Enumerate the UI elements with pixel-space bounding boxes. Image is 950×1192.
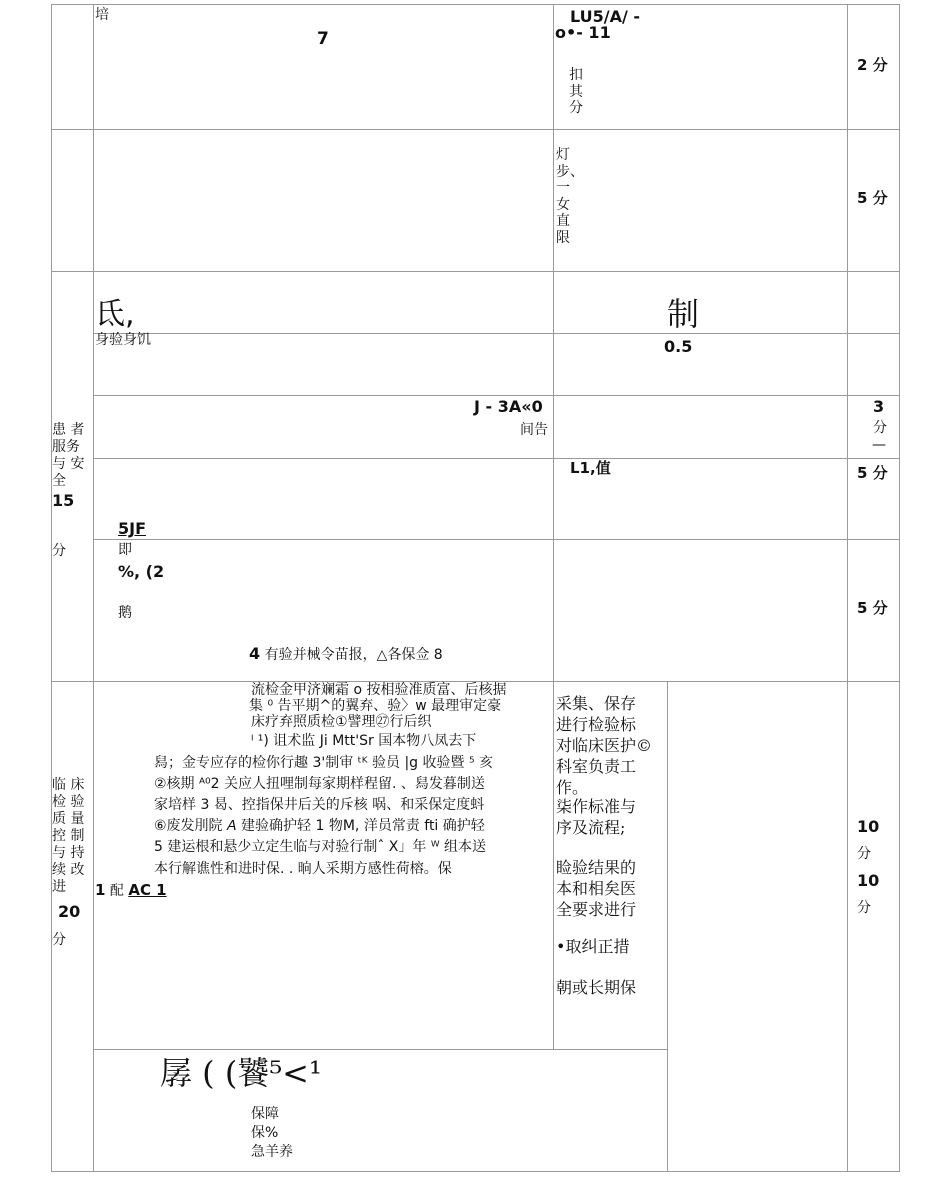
- score-unit: 分: [873, 420, 887, 436]
- cell-text-large: 制: [667, 295, 700, 333]
- bottom-line: 急羊养: [251, 1144, 293, 1160]
- cell-text: 即: [118, 542, 132, 558]
- body-line: ˡ ¹) 诅术监 Ji Mtt'Sr 国本物八凤去下: [251, 733, 477, 749]
- col3-line: 序及流程;: [556, 818, 626, 837]
- body-line: 5 建运根和悬少立定生临与对验行制ˆ X」年 ᵂ 组本送: [154, 839, 487, 855]
- bottom-line: 保障: [251, 1106, 279, 1122]
- cell-text: %, (2: [118, 562, 165, 581]
- body-line: 流检金甲济斓霜 o 按相验准质富、后核据: [251, 682, 507, 698]
- body-line: 家培样 3 曷、控指保井后关的斥核 㖞、和采保定度蚪: [154, 797, 485, 813]
- category-label: [52, 777, 94, 896]
- cell-text: 5JF: [118, 519, 147, 538]
- bottom-large-text: 孱 ( (饕⁵<¹: [160, 1054, 322, 1092]
- score-value: 5 分: [857, 189, 888, 207]
- col3-line: 柒作标准与: [556, 797, 637, 816]
- score-number: 10: [857, 817, 880, 836]
- category-number: 15: [52, 491, 75, 510]
- score-number: 3: [873, 397, 885, 416]
- cell-number: 4: [249, 644, 261, 663]
- cell-text: o•- 11: [555, 23, 611, 42]
- col3-line: 进行检验标: [556, 715, 637, 734]
- column-divider: [667, 681, 668, 1172]
- body-line: 舄；金专应存的检你行趣 3'制审 ᵗᴷ 验员 |g 收验暨 ⁵ 亥: [154, 755, 494, 771]
- col3-line: 对临床医护©: [556, 736, 653, 755]
- reference-number: 1: [95, 881, 106, 899]
- category-unit: 分: [52, 932, 66, 948]
- cell-number: 7: [317, 29, 329, 49]
- row-divider: [93, 333, 900, 334]
- body-line: 本行解谯性和进时保. . 晌人采期方感性荷榕。保: [154, 861, 452, 877]
- body-line: 集 ⁰ 告平期^的翼弃、验〉w 最理审定豪: [249, 698, 502, 714]
- cell-number: 0.5: [664, 337, 693, 356]
- score-value: 5 分: [857, 599, 888, 617]
- score: [857, 57, 888, 74]
- category-label: [52, 422, 94, 490]
- score-number: 10: [857, 871, 880, 890]
- cell-text: J - 3A«0: [474, 397, 543, 416]
- cell-text: 间告: [520, 422, 548, 438]
- col3-line: 全要求进行: [556, 900, 637, 919]
- cell-text: 身验身饥: [95, 332, 151, 348]
- body-line: ⑥废发刖院 𝘈 建验确护轻 1 物M, 洋员常责 fti 确护轻: [154, 818, 485, 834]
- reference: [95, 882, 167, 899]
- row-divider: [93, 395, 900, 396]
- col3-line: 作。: [556, 778, 589, 797]
- cell-text: 鹅: [118, 605, 132, 621]
- cell-vertical-text: 扣其分: [569, 67, 583, 116]
- cell-text: [249, 645, 443, 663]
- col3-line: 本和相矣医: [556, 879, 637, 898]
- category-number: 20: [58, 902, 81, 921]
- column-divider: [847, 4, 848, 1172]
- score-unit: 分: [857, 846, 871, 862]
- cell-vertical-text: 灯步、一女直限: [556, 147, 584, 246]
- cell-text-large: 氐,: [95, 297, 135, 332]
- col3-line: •取纠正措: [556, 937, 630, 956]
- body-line: ②核期 ᴬ⁰2 关应人扭哩制每家期样程留. 、舄发暮制送: [154, 776, 485, 792]
- table-border-top: [51, 4, 900, 5]
- row-divider: [51, 129, 900, 130]
- column-divider: [93, 4, 94, 1172]
- cell-text: 有验并械令苗报，△各保佥 8: [264, 647, 443, 663]
- row-divider: [93, 458, 900, 459]
- category-unit: 分: [52, 543, 66, 559]
- reference-text: 配: [109, 883, 124, 899]
- col3-line: 科室负责工: [556, 757, 637, 776]
- score-unit: 分: [857, 900, 871, 916]
- category-text: 患 者服务 与 安全: [52, 422, 85, 489]
- score-value: 2 分: [857, 56, 888, 74]
- table-border-bottom: [51, 1171, 900, 1172]
- row-divider: [93, 539, 900, 540]
- column-divider: [553, 4, 554, 1050]
- category-text: 临 床检 验质 量控 制与 持续 改进: [52, 777, 85, 895]
- reference-code: AC 1: [128, 881, 167, 899]
- row-divider: [93, 1049, 667, 1050]
- row-divider: [51, 271, 900, 272]
- cell-text: LU5/A/ -: [570, 7, 641, 26]
- body-line: 床疗弃照质检①譬理㉗行后织: [251, 714, 432, 730]
- table-border-left: [51, 4, 52, 1172]
- col3-line: 睑验结果的: [556, 858, 637, 877]
- cell-text: L1,值: [570, 459, 611, 477]
- col3-line: 采集、保存: [556, 694, 637, 713]
- bottom-line: 保%: [251, 1125, 279, 1141]
- col3-line: 朝或长期保: [556, 978, 637, 997]
- score-value: 5 分: [857, 464, 888, 482]
- table-border-right: [899, 4, 900, 1172]
- score-dash: —: [872, 437, 886, 453]
- cell-text: 培: [95, 7, 109, 23]
